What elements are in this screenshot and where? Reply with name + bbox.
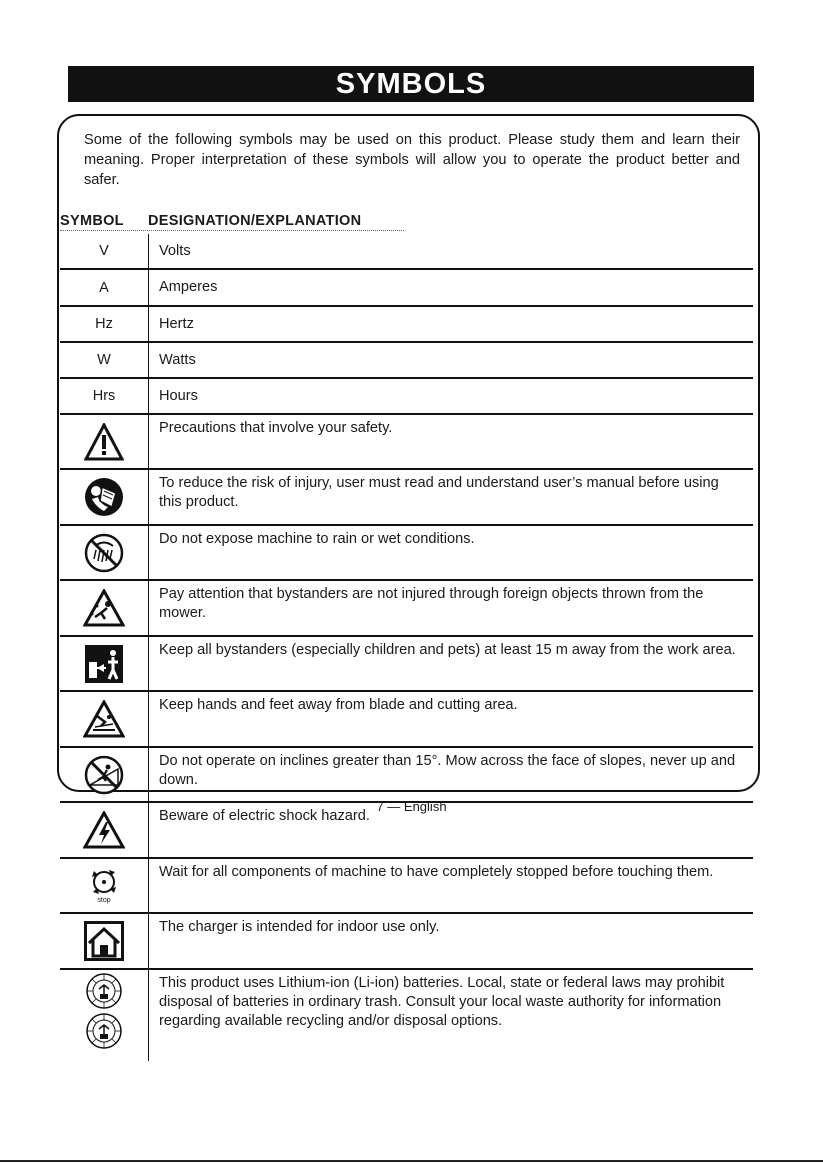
read-manual-icon — [84, 477, 124, 517]
table-row — [60, 970, 753, 1061]
symbols-table — [60, 234, 753, 1061]
no-rain-icon — [84, 533, 124, 573]
explanation-text: This product uses Lithium-ion (Li-ion) batteries. Local, state or federal laws may prohibit disposal of batteries in ordinary trash. Consult your local waste authority for information regarding available recycling and/or disposal options. — [159, 975, 725, 1029]
table-heading — [60, 213, 404, 231]
table-row — [60, 343, 753, 379]
explanation-text: Watts — [159, 351, 196, 368]
table-row — [60, 470, 753, 526]
recycle-battery-icon — [86, 1013, 122, 1049]
heading-symbol: SYMBOL — [60, 213, 124, 229]
indoor-use-icon — [84, 921, 124, 961]
symbol-hours: Hrs — [60, 379, 149, 413]
explanation-text: Volts — [159, 242, 191, 259]
intro-paragraph: Some of the following symbols may be used on this product. Please study them and learn their meaning. Proper interpretation of these symbols will allow you to operate the product better and safer. — [84, 132, 740, 188]
explanation-text: Hertz — [159, 315, 194, 332]
explanation-text: Wait for all components of machine to have completely stopped before touching them. — [159, 864, 714, 880]
symbol-amperes: A — [60, 270, 149, 305]
explanation-text: Do not expose machine to rain or wet conditions. — [159, 531, 475, 547]
symbol-watts: W — [60, 343, 149, 377]
page-title: SYMBOLS — [68, 66, 754, 102]
explanation-text: The charger is intended for indoor use only. — [159, 919, 440, 935]
explanation-text: Hours — [159, 387, 198, 404]
symbol-volts: V — [60, 234, 149, 268]
explanation-text: Keep all bystanders (especially children and pets) at least 15 m away from the work area. — [159, 642, 736, 658]
heading-explanation: DESIGNATION/EXPLANATION — [148, 213, 362, 229]
keep-bystanders-away-icon — [84, 644, 124, 684]
table-row — [60, 859, 753, 914]
page-number: 7 — English — [376, 799, 447, 814]
table-row — [60, 270, 753, 307]
no-steep-slopes-icon — [84, 755, 124, 795]
table-row — [60, 581, 753, 637]
bottom-rule — [0, 1160, 823, 1162]
explanation-text: Amperes — [159, 279, 218, 295]
symbol-hertz: Hz — [60, 307, 149, 341]
explanation-text: Do not operate on inclines greater than 15°. Mow across the face of slopes, never up and down. — [159, 753, 736, 788]
explanation-text: Pay attention that bystanders are not injured through foreign objects thrown from the mower. — [159, 586, 704, 621]
table-row — [60, 692, 753, 748]
explanation-text: Precautions that involve your safety. — [159, 420, 393, 436]
electric-shock-icon — [83, 811, 125, 849]
explanation-text: Beware of electric shock hazard. — [159, 808, 370, 824]
table-row — [60, 526, 753, 581]
blade-hazard-icon — [83, 700, 125, 738]
safety-alert-icon — [84, 423, 124, 461]
table-row — [60, 307, 753, 343]
thrown-objects-icon — [83, 589, 125, 627]
explanation-text: To reduce the risk of injury, user must read and understand user’s manual before using this product. — [159, 475, 719, 510]
table-row — [60, 379, 753, 415]
table-row — [60, 637, 753, 692]
stop-caption: stop — [97, 896, 111, 904]
recycle-battery-icon — [86, 973, 122, 1009]
table-row — [60, 748, 753, 803]
table-row — [60, 415, 753, 470]
table-row — [60, 234, 753, 270]
explanation-text: Keep hands and feet away from blade and cutting area. — [159, 697, 518, 713]
table-row — [60, 914, 753, 970]
wait-stop-icon — [87, 867, 121, 897]
